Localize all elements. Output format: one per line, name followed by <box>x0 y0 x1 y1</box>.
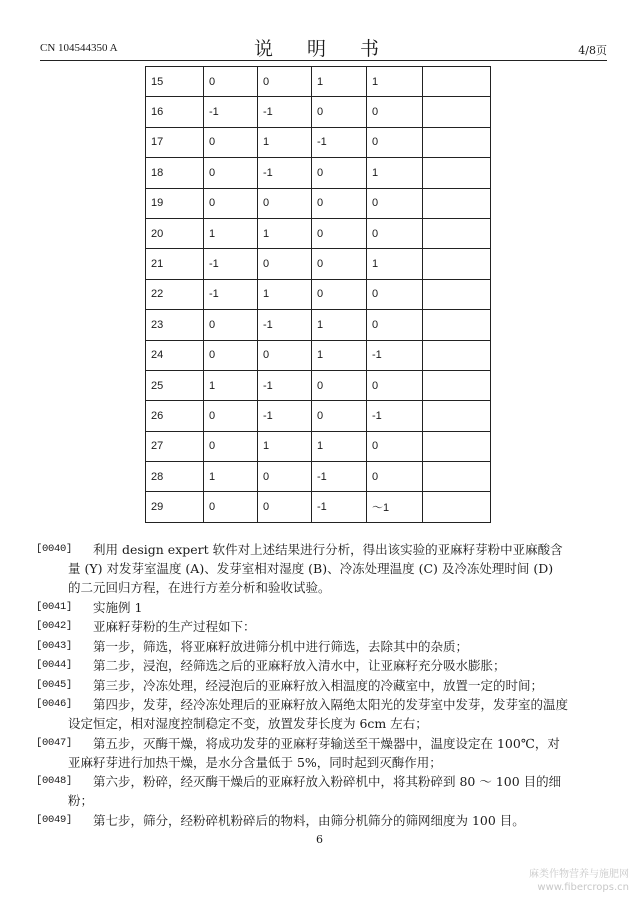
paragraph-number: [0047] <box>36 736 73 749</box>
paragraph-number: [0042] <box>36 620 73 632</box>
table-cell: 0 <box>367 97 423 127</box>
table-cell: 1 <box>258 218 312 248</box>
page-number: 6 <box>316 833 323 846</box>
table-cell <box>423 492 491 522</box>
run-number-cell: 15 <box>146 67 204 97</box>
table-row <box>146 127 491 157</box>
paragraph-text: 第一步，筛选，将亚麻籽放进筛分机中进行筛选，去除其中的杂质； <box>93 638 469 654</box>
paragraph <box>36 811 568 830</box>
table-cell: 0 <box>258 462 312 492</box>
table-cell: 0 <box>258 67 312 97</box>
run-number-cell: 22 <box>146 279 204 309</box>
table-cell: 0 <box>367 279 423 309</box>
paragraph <box>36 695 569 733</box>
table-cell: -1 <box>367 340 423 370</box>
table-row <box>146 340 491 370</box>
table-cell: 0 <box>204 310 258 340</box>
paragraph-text: 实施例 1 <box>93 599 143 615</box>
table-row <box>146 188 491 218</box>
table-cell: -1 <box>204 279 258 309</box>
table-cell: 1 <box>258 279 312 309</box>
table-row <box>146 310 491 340</box>
paragraph-text: 第五步，灭酶干燥，将成功发芽的亚麻籽芽输送至干燥器中，温度设定在 100℃，对亚麻籽芽进行加热干燥，是水分含量低于 5%，同时起到灭酶作用； <box>68 735 560 770</box>
table-cell: 1 <box>312 310 367 340</box>
table-cell <box>423 158 491 188</box>
table-cell: 1 <box>204 218 258 248</box>
document-title: 说 明 书 <box>253 38 394 60</box>
experiment-table <box>145 66 491 523</box>
table-cell: 0 <box>258 249 312 279</box>
table-cell <box>423 97 491 127</box>
paragraph-number: [0046] <box>36 698 73 710</box>
run-number-cell: 24 <box>146 340 204 370</box>
table-cell <box>423 279 491 309</box>
table-cell: 0 <box>367 431 423 461</box>
table-row <box>146 279 491 309</box>
paragraph-text: 第四步，发芽，经冷冻处理后的亚麻籽放入隔绝太阳光的发芽室中发芽，发芽室的温度设定恒定，相对湿度控制稳定不变，放置发芽长度为 6cm 左右； <box>68 697 569 731</box>
table-cell: -1 <box>258 370 312 400</box>
paragraph <box>36 598 568 617</box>
table-cell: 0 <box>312 218 367 248</box>
table-cell: 1 <box>312 67 367 97</box>
page-header <box>40 34 607 60</box>
table-cell: -1 <box>258 158 312 188</box>
table-cell: 0 <box>367 310 423 340</box>
run-number-cell: 23 <box>146 310 204 340</box>
run-number-cell: 25 <box>146 370 204 400</box>
paragraph-number: [0044] <box>36 659 73 671</box>
paragraph <box>36 676 568 695</box>
table-row <box>146 158 491 188</box>
table-cell <box>423 401 491 431</box>
table-cell <box>423 462 491 492</box>
table-cell <box>423 127 491 157</box>
paragraph <box>36 540 568 597</box>
run-number-cell: 27 <box>146 431 204 461</box>
table-cell: 0 <box>312 370 367 400</box>
table-row <box>146 249 491 279</box>
table-cell: -1 <box>258 401 312 431</box>
table-cell <box>423 340 491 370</box>
table-cell: -1 <box>258 310 312 340</box>
table-cell: 1 <box>204 370 258 400</box>
run-number-cell: 18 <box>146 158 204 188</box>
table-row <box>146 462 491 492</box>
table-cell: -1 <box>258 97 312 127</box>
table-cell: 0 <box>258 340 312 370</box>
table-cell: 0 <box>204 340 258 370</box>
table-cell: 0 <box>312 279 367 309</box>
table-cell: -1 <box>312 492 367 522</box>
paragraph-number: [0049] <box>36 813 73 826</box>
table-cell: 1 <box>258 127 312 157</box>
paragraph-text: 第三步，冷冻处理，经浸泡后的亚麻籽放入相温度的冷藏室中，放置一定的时间； <box>93 677 544 693</box>
table-row <box>146 67 491 97</box>
table-cell: -1 <box>367 401 423 431</box>
header-divider <box>40 60 607 61</box>
table-cell: 0 <box>367 127 423 157</box>
watermark-site-name: 麻类作物营养与施肥网 <box>529 869 629 880</box>
table-row <box>146 431 491 461</box>
paragraph-text: 第二步，浸泡，经筛选之后的亚麻籽放入清水中，让亚麻籽充分吸水膨胀； <box>93 658 506 673</box>
paragraph <box>36 617 568 636</box>
table-cell: 0 <box>204 67 258 97</box>
run-number-cell: 26 <box>146 401 204 431</box>
paragraph-number: [0040] <box>36 543 73 555</box>
table-row <box>146 218 491 248</box>
paragraph <box>36 637 568 656</box>
table-row <box>146 401 491 431</box>
paragraph-text: 亚麻籽芽粉的生产过程如下： <box>93 619 256 634</box>
table-cell: 0 <box>367 218 423 248</box>
table-cell: 0 <box>258 492 312 522</box>
page-indicator: 4/8页 <box>578 44 607 57</box>
table-cell: -1 <box>204 249 258 279</box>
table-cell: 0 <box>204 188 258 218</box>
table-cell: 1 <box>367 67 423 97</box>
run-number-cell: 20 <box>146 218 204 248</box>
table-cell <box>423 310 491 340</box>
run-number-cell: 28 <box>146 462 204 492</box>
table-cell <box>423 67 491 97</box>
table-row <box>146 97 491 127</box>
table-cell <box>423 218 491 248</box>
table-cell: 1 <box>312 431 367 461</box>
table-cell <box>423 249 491 279</box>
run-number-cell: 21 <box>146 249 204 279</box>
table-cell: 0 <box>312 158 367 188</box>
table-cell: 0 <box>204 127 258 157</box>
table-cell: 1 <box>204 462 258 492</box>
paragraph-number: [0045] <box>36 678 73 691</box>
table-cell: -1 <box>312 462 367 492</box>
table-cell: 0 <box>312 401 367 431</box>
table-cell <box>423 370 491 400</box>
paragraph <box>36 734 568 772</box>
table-cell: 0 <box>312 188 367 218</box>
paragraph <box>36 656 568 675</box>
run-number-cell: 17 <box>146 127 204 157</box>
table-cell: 0 <box>204 401 258 431</box>
table-cell <box>423 188 491 218</box>
table-cell: 1 <box>367 249 423 279</box>
table-cell: 0 <box>312 249 367 279</box>
table-row <box>146 492 491 522</box>
watermark-url: www.fibercrops.cn <box>537 882 629 893</box>
table-cell: 0 <box>312 97 367 127</box>
table-body <box>146 67 491 523</box>
table-cell: -1 <box>312 127 367 157</box>
table-cell: 0 <box>258 188 312 218</box>
table-cell <box>423 431 491 461</box>
table-cell: 0 <box>367 188 423 218</box>
paragraph-number: [0041] <box>36 600 73 613</box>
run-number-cell: 29 <box>146 492 204 522</box>
table-cell: 0 <box>204 158 258 188</box>
patent-number: CN 104544350 A <box>40 42 118 54</box>
run-number-cell: 16 <box>146 97 204 127</box>
table-cell: 0 <box>367 370 423 400</box>
paragraph-number: [0043] <box>36 639 73 652</box>
table-cell: -1 <box>204 97 258 127</box>
paragraph-text: 利用 design expert 软件对上述结果进行分析，得出该实验的亚麻籽芽粉中亚麻酸含量 (Y) 对发芽室温度 (A)、发芽室相对湿度 (B)、冷冻处理温度 (C) 及冷冻处理时间 (D) 的二元回归方程，在进行方差分析和验收试验。 <box>68 542 563 595</box>
table-cell: 0 <box>204 492 258 522</box>
table-cell: ～1 <box>367 492 423 522</box>
table-cell: 1 <box>312 340 367 370</box>
table-cell: 0 <box>204 431 258 461</box>
table-cell: 1 <box>367 158 423 188</box>
paragraph-text: 第六步，粉碎，经灭酶干燥后的亚麻籽放入粉碎机中，将其粉碎到 80 ～ 100 目的细粉； <box>68 774 562 808</box>
paragraph-text: 第七步，筛分，经粉碎机粉碎后的物料，由筛分机筛分的筛网细度为 100 目。 <box>93 812 525 828</box>
table-cell: 1 <box>258 431 312 461</box>
table-cell: 0 <box>367 462 423 492</box>
paragraph-number: [0048] <box>36 775 73 787</box>
table-row <box>146 370 491 400</box>
run-number-cell: 19 <box>146 188 204 218</box>
description-body <box>36 540 569 830</box>
paragraph <box>36 772 568 810</box>
watermark <box>529 868 629 894</box>
